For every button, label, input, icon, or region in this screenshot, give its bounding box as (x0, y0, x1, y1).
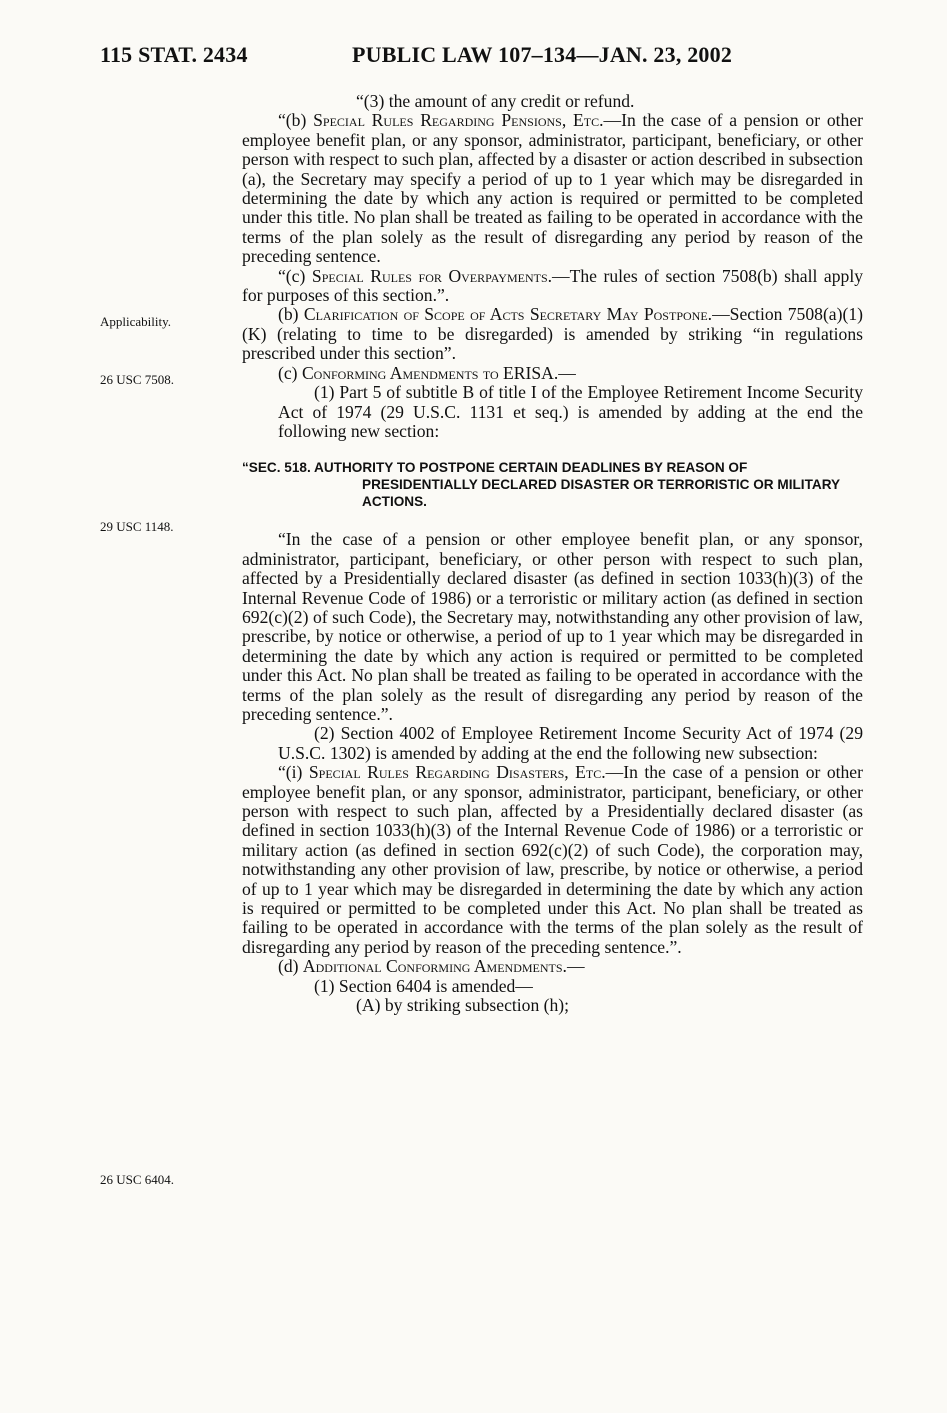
paragraph-label: “(i) (278, 762, 309, 783)
paragraph-heading: Clarification of Scope of Acts Secretary May Postpone. (303, 304, 713, 325)
paragraph-section-4002-amendment: (2) Section 4002 of Employee Retirement Income Security Act of 1974 (29 U.S.C. 1302) is amended by adding at the end the following new subsection: (278, 723, 863, 763)
paragraph-text: — (558, 362, 576, 383)
paragraph-label: “(c) (278, 265, 312, 286)
running-header-title: PUBLIC LAW 107–134—JAN. 23, 2002 (352, 42, 733, 67)
paragraph-label: “(b) (278, 110, 314, 131)
paragraph-section-518-text: “In the case of a pension or other employee benefit plan, or any sponsor, administrator, participant, beneficiary, or other person with respect to such plan, affected by a Presidentially declared disaster (as defined in section 1033(h)(3) of the Internal Revenue Code of 1986) or a terroristic or military action (as defined in section 692(c)(2) of such Code), the Secretary may, notwithstanding any other provision of law, prescribe, by notice or otherwise, a period of up to 1 year which may be disregarded in determining the date by which any action is required or permitted to be completed under this Act. No plan shall be treated as failing to be operated in accordance with the terms of the plan solely as the result of disregarding any period by reason of the preceding sentence.”. (242, 529, 863, 724)
paragraph-clarification-of-scope (242, 305, 863, 363)
paragraph-section-6404-amended: (1) Section 6404 is amended— (314, 975, 533, 996)
paragraph-additional-conforming-amendments (242, 957, 863, 976)
paragraph-text: —In the case of a pension or other employee benefit plan, or any sponsor, administrator, participant, beneficiary, or other person with respect to such plan, affected by a disaster or action described in subsection (a), the Secretary may specify a period of up to 1 year which may be disregarded in determining the date by which any action is required or permitted to be completed under this title. No plan shall be treated as failing to be operated in accordance with the terms of the plan solely as the result of disregarding any period by reason of the preceding sentence. (242, 110, 863, 267)
margin-note-26-usc-7508: 26 USC 7508. (100, 372, 175, 387)
margin-note-26-usc-6404: 26 USC 6404. (100, 1172, 175, 1187)
paragraph-heading: Special Rules Regarding Disasters, Etc. (308, 762, 606, 783)
paragraph-text: — (566, 956, 585, 977)
paragraph-special-rules-overpayments (242, 267, 863, 306)
paragraph-credit-or-refund: “(3) the amount of any credit or refund. (356, 91, 635, 111)
paragraph-heading: Conforming Amendments to ERISA. (301, 362, 559, 383)
paragraph-special-rules-pensions (242, 111, 863, 266)
paragraph-heading: Special Rules Regarding Pensions, Etc. (313, 110, 604, 131)
paragraph-heading: Additional Conforming Amendments. (302, 956, 567, 977)
paragraph-heading: Special Rules for Overpayments. (311, 265, 553, 286)
body-text (242, 92, 863, 1015)
statute-citation: 115 STAT. 2434 (100, 42, 248, 67)
paragraph-special-rules-disasters (242, 763, 863, 957)
paragraph-label: (d) (278, 956, 303, 977)
paragraph-text: —Section 7508(a)(1)(K) (relating to time to be disregarded) is amended by striking “in regulations prescribed under this section”. (242, 304, 863, 364)
paragraph-label: (b) (278, 304, 304, 325)
section-518-heading: “SEC. 518. AUTHORITY TO POSTPONE CERTAIN DEADLINES BY REASON OF PRESIDENTIALLY DECLARED DISASTER OR TERRORISTIC OR MILITARY ACTIONS. (242, 460, 840, 510)
paragraph-text: —The rules of section 7508(b) shall apply for purposes of this section.”. (242, 265, 864, 306)
paragraph-striking-subsection-h: (A) by striking subsection (h); (356, 995, 570, 1016)
paragraph-label: (c) (278, 362, 302, 383)
margin-note-29-usc-1148: 29 USC 1148. (100, 519, 174, 534)
paragraph-conforming-amendments-erisa (242, 364, 863, 383)
paragraph-part-5-amendment: (1) Part 5 of subtitle B of title I of the Employee Retirement Income Security Act of 1974 (29 U.S.C. 1131 et seq.) is amended by adding at the end the following new section: (278, 382, 863, 441)
margin-note-applicability: Applicability. (100, 314, 172, 329)
paragraph-text: —In the case of a pension or other employee benefit plan, or any sponsor, administrator, participant, beneficiary, or other person with respect to such plan, affected by a Presidentially declared disaster (as defined in section 1033(h)(3) of the Internal Revenue Code of 1986) or a terroristic or military action (as defined in section 692(c)(2) of such Code), the corporation may, notwithstanding any other provision of law, prescribe, by notice or otherwise, a period of up to 1 year which may be disregarded in determining the date by which any action is required or permitted to be completed under this Act. No plan shall be treated as failing to be operated in accordance with the terms of the plan solely as the result of disregarding any period by reason of the preceding sentence.”. (242, 762, 863, 957)
